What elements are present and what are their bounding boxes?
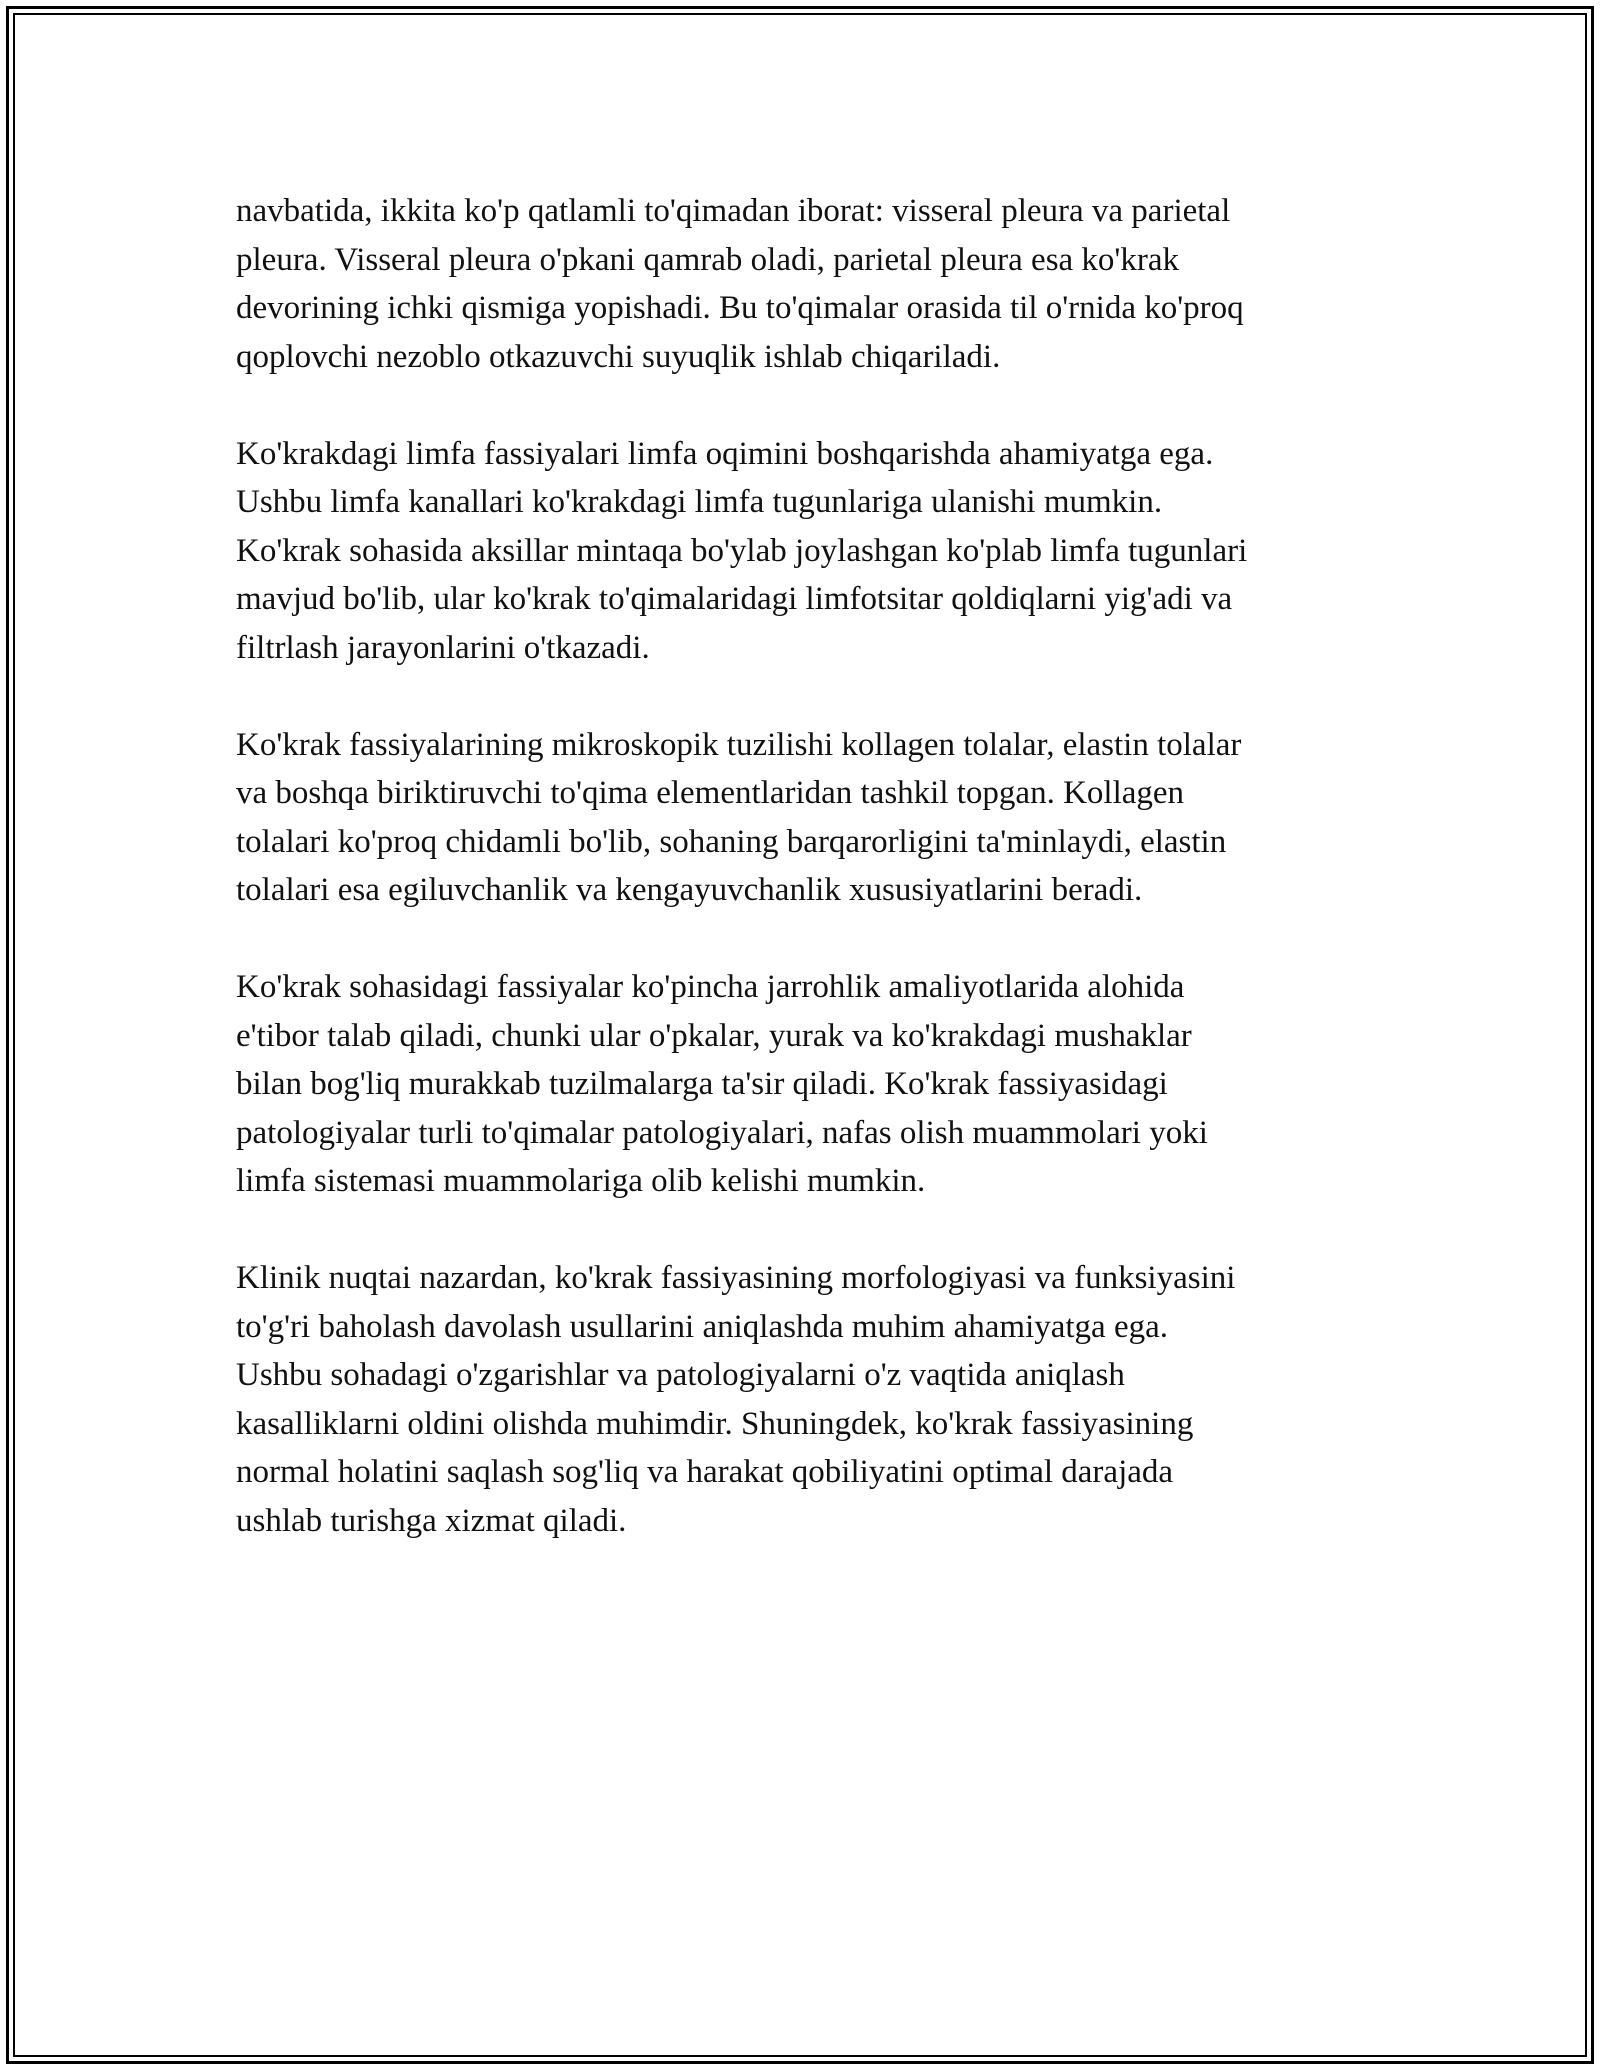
paragraph-microscopic-structure: Ko'krak fassiyalarining mikroskopik tuzilishi kollagen tolalar, elastin tolalar va boshqa biriktiruvchi to'qima elementlaridan tashkil topgan. Kollagen tolalari ko'proq chidamli bo'lib, sohaning barqarorligini ta'minlaydi, elastin tolalari esa egiluvchanlik va kengayuvchanlik xususiyatlarini beradi. (236, 726, 1242, 908)
document-body (236, 187, 1366, 1594)
paragraph-surgical-relevance: Ko'krak sohasidagi fassiyalar ko'pincha jarrohlik amaliyotlarida alohida e'tibor talab qiladi, chunki ular o'pkalar, yurak va ko'krakdagi mushaklar bilan bog'liq murakkab tuzilmalarga ta'sir qiladi. Ko'krak fassiyasidagi patologiyalar turli to'qimalar patologiyalari, nafas olish muammolari yoki limfa sistemasi muammolariga olib kelishi mumkin. (236, 969, 1208, 1199)
paragraph-clinical-view: Klinik nuqtai nazardan, ko'krak fassiyasining morfologiyasi va funksiyasini to'g'ri baholash davolash usullarini aniqlashda muhim ahamiyatga ega. Ushbu sohadagi o'zgarishlar va patologiyalarni o'z vaqtida aniqlash kasalliklarni oldini olishda muhimdir. Shuningdek, ko'krak fassiyasining normal holatini saqlash sog'liq va harakat qobiliyatini optimal darajada ushlab turishga xizmat qiladi. (236, 1260, 1236, 1539)
paragraph-pleura: navbatida, ikkita ko'p qatlamli to'qimadan iborat: visseral pleura va parietal pleura. Visseral pleura o'pkani qamrab oladi, parietal pleura esa ko'krak devorining ichki qismiga yopishadi. Bu to'qimalar orasida til o'rnida ko'proq qoplovchi nezoblo otkazuvchi suyuqlik ishlab chiqariladi. (236, 193, 1244, 375)
paragraph-lymph-fascia: Ko'krakdagi limfa fassiyalari limfa oqimini boshqarishda ahamiyatga ega. Ushbu limfa kanallari ko'krakdagi limfa tugunlariga ulanishi mumkin. Ko'krak sohasida aksillar mintaqa bo'ylab joylashgan ko'plab limfa tugunlari mavjud bo'lib, ular ko'krak to'qimalaridagi limfotsitar qoldiqlarni yig'adi va filtrlash jarayonlarini o'tkazadi. (236, 435, 1248, 666)
